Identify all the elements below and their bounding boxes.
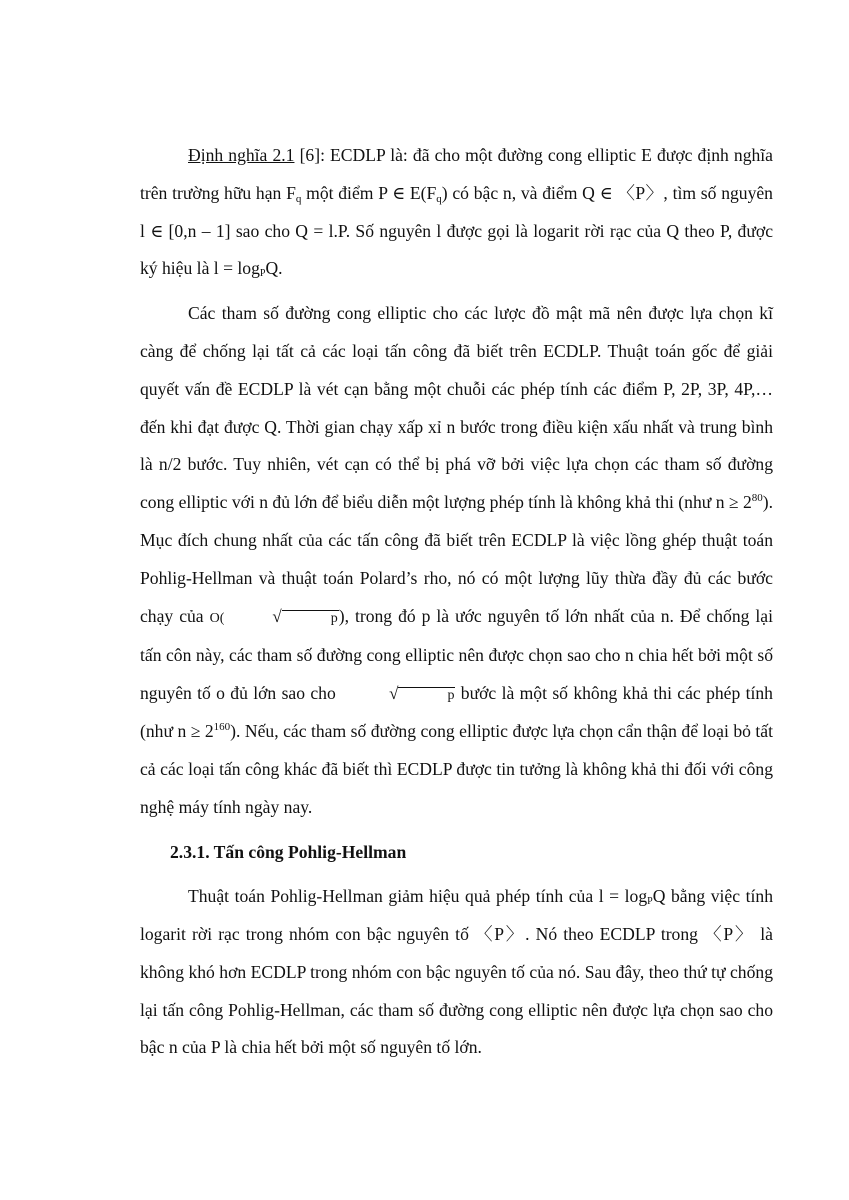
section-heading: 2.3.1. Tấn công Pohlig-Hellman: [170, 842, 407, 863]
pohlig-hellman-paragraph: Thuật toán Pohlig-Hellman giảm hiệu quả phép tính của l = logPQ bằng việc tính logarit rời rạc trong nhóm con bậc nguyên tố 〈P〉. Nó theo ECDLP trong 〈P〉 là không khó hơn ECDLP trong nhóm con bậc nguyên tố của nó. Sau đây, theo thứ tự chống lại tấn công Pohlig-Hellman, các tham số đường cong elliptic nên được lựa chọn sao cho bậc n của P là chia hết bởi một số nguyên tố lớn.: [140, 886, 773, 1058]
definition-paragraph: Định nghĩa 2.1 [6]: ECDLP là: đã cho một đường cong elliptic E được định nghĩa trên trường hữu hạn $F_q$ một điểm P ∈ $E(F_q)$ có bậc n, và điểm Q ∈ 〈P〉, tìm số nguyên l ∈ [0,n – 1] sao cho Q = l.P. Số nguyên l được gọi là logarit rời rạc của Q theo P, được ký hiệu là l = logPQ.: [140, 145, 773, 280]
big-o-notation: O(: [209, 610, 225, 626]
definition-term: Định nghĩa 2.1: [188, 145, 295, 165]
sqrt-symbol: √: [389, 684, 399, 704]
sqrt-p-expression: √ p: [272, 606, 338, 626]
parameters-paragraph: Các tham số đường cong elliptic cho các lược đồ mật mã nên được lựa chọn kĩ càng để chống lại tất cả các loại tấn công đã biết trên ECDLP. Thuật toán gốc để giải quyết vấn đề ECDLP là vét cạn bằng một chuỗi các phép tính các điểm P, 2P, 3P, 4P,… đến khi đạt được Q. Thời gian chạy xấp xỉ n bước trong điều kiện xấu nhất và trung bình là n/2 bước. Tuy nhiên, vét cạn có thể bị phá vỡ bởi việc lựa chọn các tham số đường cong elliptic với n đủ lớn để biểu diễn một lượng phép tính là không khả thi (như $n \ge 2^{80}$). Mục đích chung nhất của các tấn công đã biết trên ECDLP là việc lồng ghép thuật toán Pohlig-Hellman và thuật toán Polard’s rho, nó có một lượng lũy thừa đầy đủ các bước chạy của O( √ p), trong đó p là ước nguyên tố lớn nhất của n. Để chống lại tấn côn này, các tham số đường cong elliptic nên được chọn sao cho n chia hết bởi một số nguyên tố o đủ lớn sao cho √ p bước là một số không khả thi các phép tính (như $n \ge 2^{160}$). Nếu, các tham số đường cong elliptic được lựa chọn cẩn thận để loại bỏ tất cả các loại tấn công khác đã biết thì ECDLP được tin tưởng là không khả thi đối với công nghệ máy tính ngày nay.: [140, 303, 774, 817]
sqrt-p-expression: √ p: [389, 684, 455, 704]
sqrt-symbol: √: [272, 606, 282, 626]
